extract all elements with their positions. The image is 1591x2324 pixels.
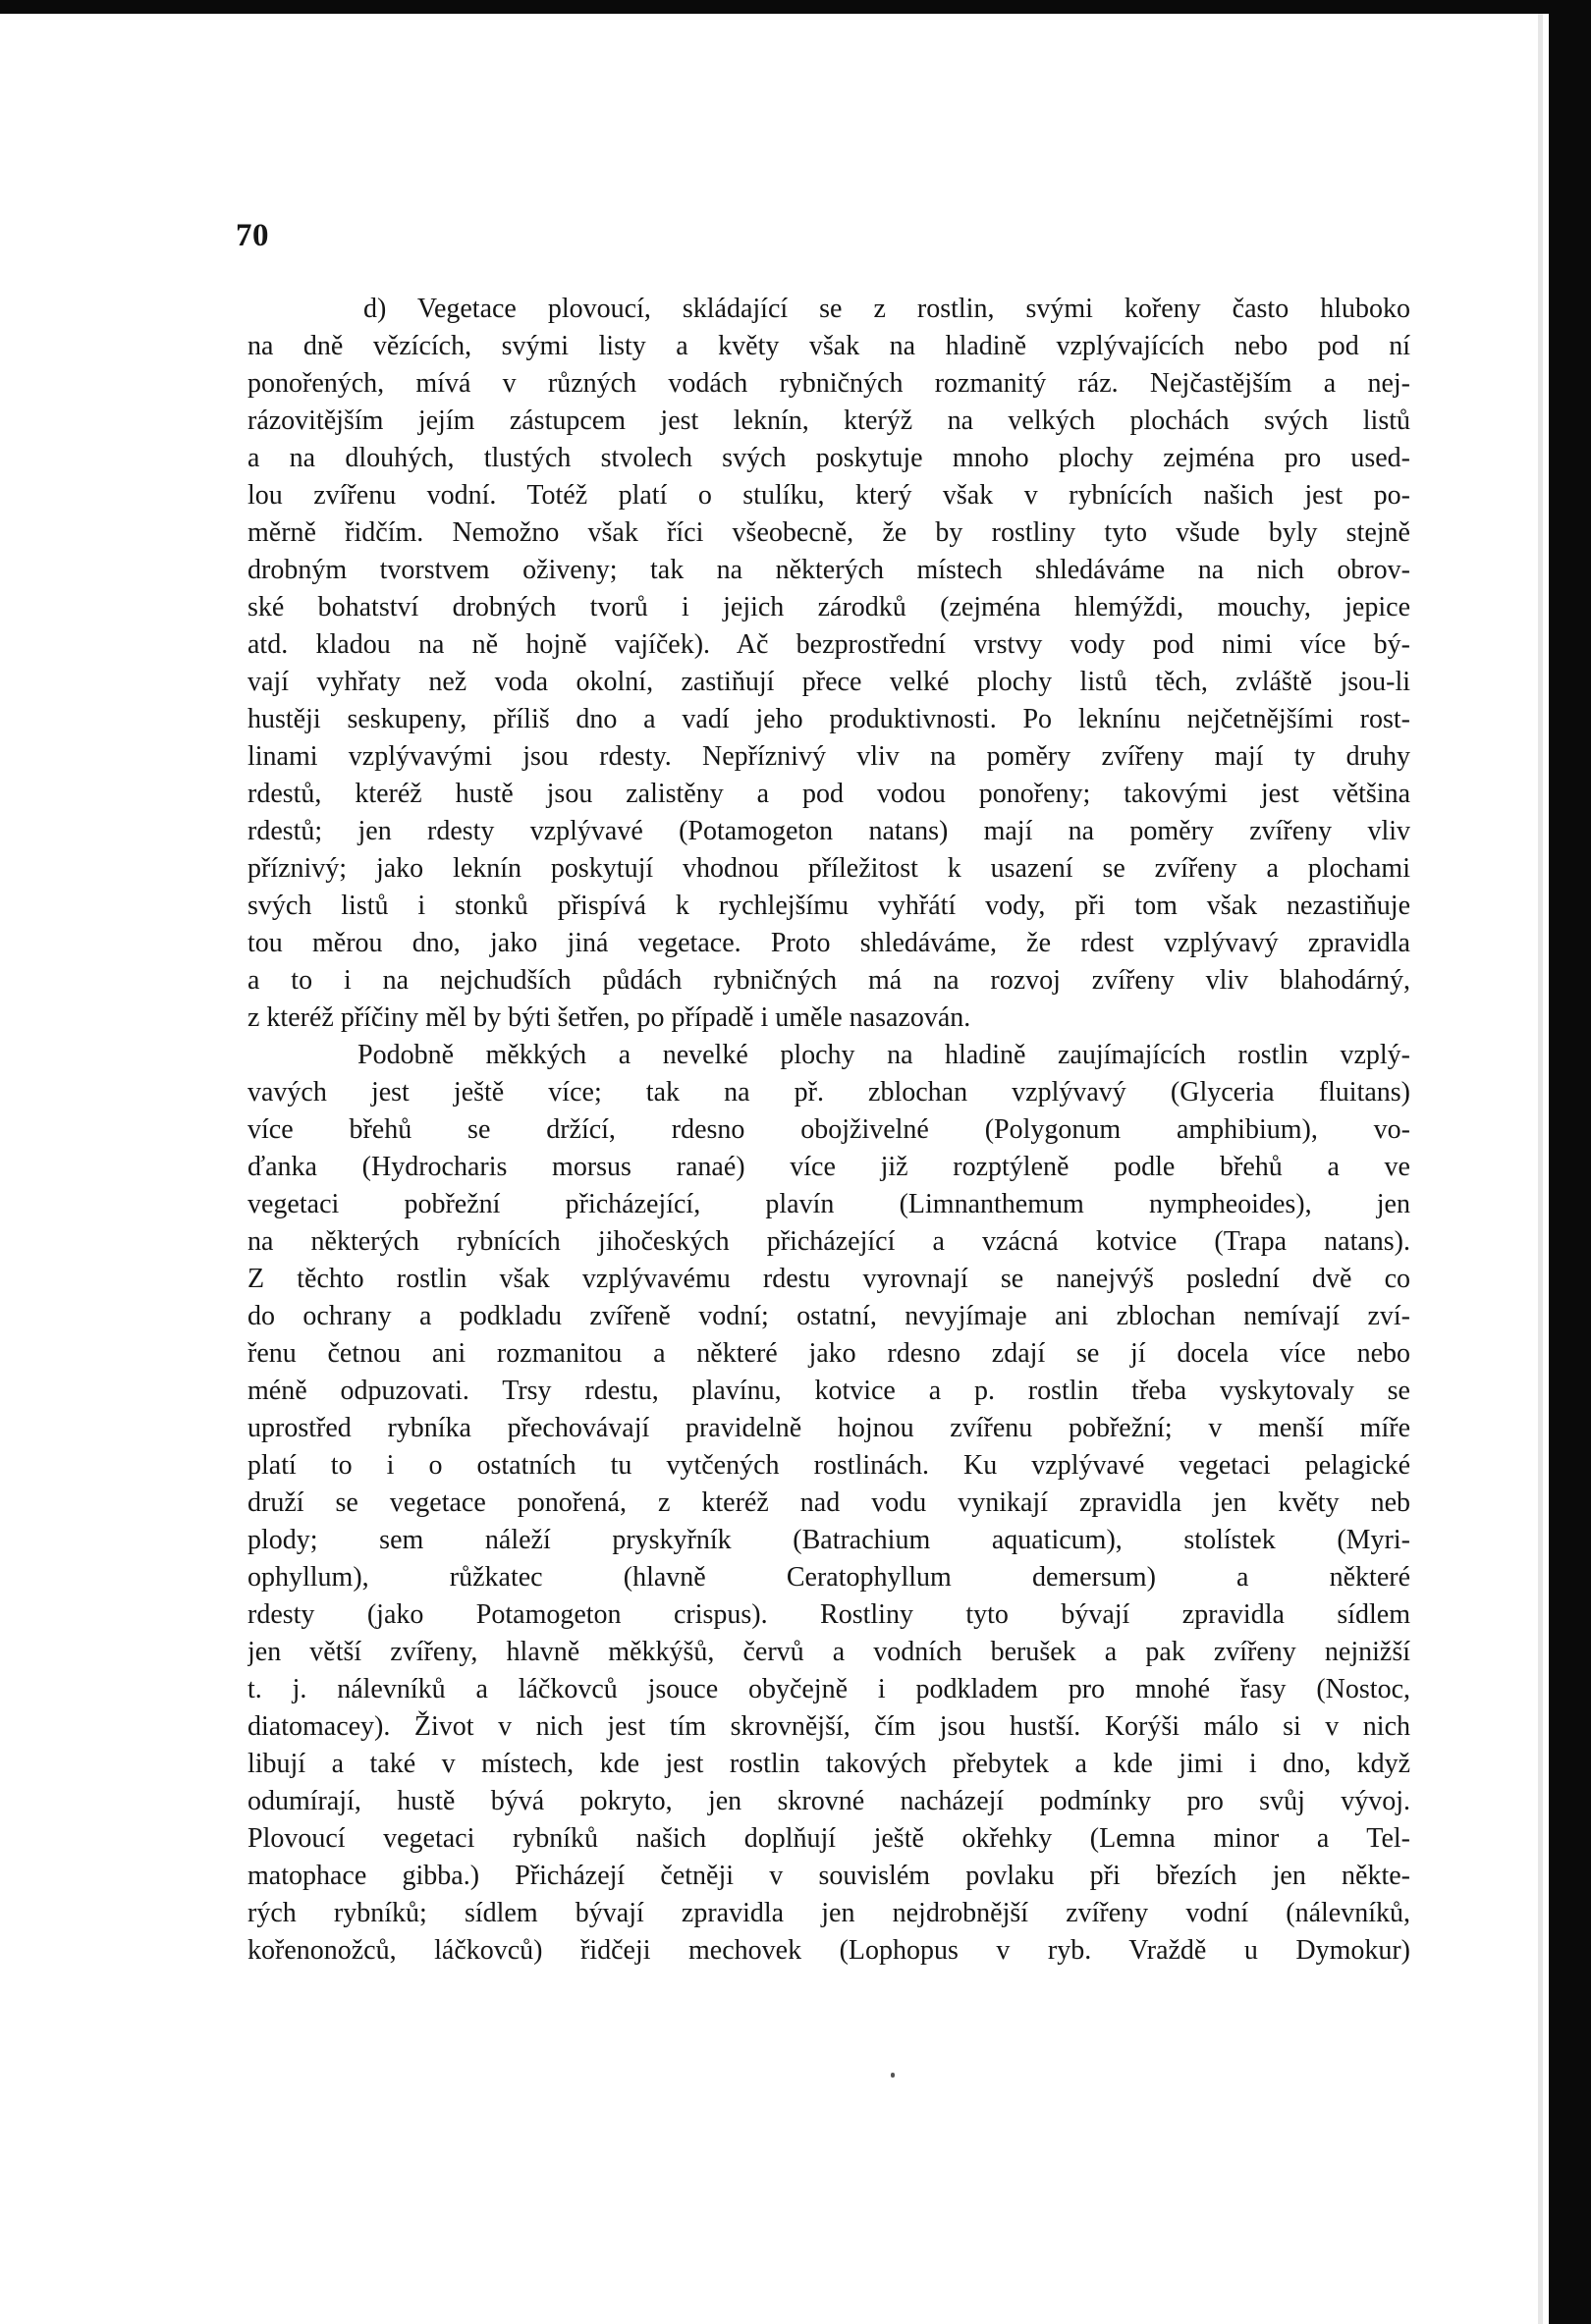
text-line: Z těchto rostlin však vzplývavému rdestu vyrovnají se nanejvýš poslední dvě co — [247, 1264, 1410, 1294]
text-line: odumírají, hustě bývá pokryto, jen skrovné nacházejí podmínky pro svůj vývoj. — [247, 1786, 1410, 1816]
scan-page-edge — [1538, 14, 1543, 2324]
text-line: kořenonožců, láčkovců) řidčeji mechovek (Lophopus v ryb. Vraždě u Dymokur) — [247, 1935, 1410, 1966]
text-line: rdestů, kteréž hustě jsou zalistěny a pod vodou ponořeny; takovými jest většina — [247, 779, 1410, 809]
text-line: vají vyhřaty než voda okolní, zastiňují přece velké plochy listů těch, zvláště jsou-li — [247, 667, 1410, 697]
text-line: z kteréž příčiny měl by býti šetřen, po případě i uměle nasazován. — [247, 1002, 971, 1033]
text-line: atd. kladou na ně hojně vajíček). Ač bezprostřední vrstvy vody pod nimi více bý- — [247, 629, 1410, 660]
text-line: ponořených, mívá v různých vodách rybničných rozmanitý ráz. Nejčastějším a nej- — [247, 368, 1410, 399]
text-line: linami vzplývavými jsou rdesty. Nepříznivý vliv na poměry zvířeny mají ty druhy — [247, 741, 1410, 772]
text-line: Plovoucí vegetaci rybníků našich doplňují ještě okřehky (Lemna minor a Tel- — [247, 1823, 1410, 1854]
text-line: ské bohatství drobných tvorů i jejich zárodků (zejména hlemýždi, mouchy, jepice — [247, 592, 1410, 622]
text-line: vavých jest ještě více; tak na př. zblochan vzplývavý (Glyceria fluitans) — [247, 1077, 1410, 1108]
text-line: rdestů; jen rdesty vzplývavé (Potamogeton natans) mají na poměry zvířeny vliv — [247, 816, 1410, 846]
text-line: méně odpuzovati. Trsy rdestu, plavínu, kotvice a p. rostlin třeba vyskytovaly se — [247, 1376, 1410, 1406]
text-line: na některých rybnících jihočeských přicházející a vzácná kotvice (Trapa natans). — [247, 1226, 1410, 1257]
text-line: rých rybníků; sídlem bývají zpravidla jen nejdrobnější zvířeny vodní (nálevníků, — [247, 1898, 1410, 1928]
scan-border-right — [1549, 0, 1591, 2324]
body-text — [247, 291, 1410, 1970]
text-line: t. j. nálevníků a láčkovců jsouce obyčejně i podkladem pro mnohé řasy (Nostoc, — [247, 1674, 1410, 1704]
text-line: řenu četnou ani rozmanitou a některé jako rdesno zdají se jí docela více nebo — [247, 1338, 1410, 1369]
text-line: libují a také v místech, kde jest rostlin takových přebytek a kde jimi i dno, když — [247, 1749, 1410, 1779]
scan-border-top — [0, 0, 1591, 14]
text-line: na dně vězících, svými listy a květy však na hladině vzplývajících nebo pod ní — [247, 331, 1410, 361]
text-line: příznivý; jako leknín poskytují vhodnou příležitost k usazení se zvířeny a plochami — [247, 853, 1410, 884]
text-line: Podobně měkkých a nevelké plochy na hladině zaujímajících rostlin vzplý- — [357, 1040, 1410, 1070]
scan-speck — [891, 2073, 895, 2078]
text-line: lou zvířenu vodní. Totéž platí o stulíku, který však v rybnících našich jest po- — [247, 480, 1410, 511]
text-line: platí to i o ostatních tu vytčených rostlinách. Ku vzplývavé vegetaci pelagické — [247, 1450, 1410, 1481]
text-line: uprostřed rybníka přechovávají pravidelně hojnou zvířenu pobřežní; v menší míře — [247, 1413, 1410, 1443]
text-line: d) Vegetace plovoucí, skládající se z rostlin, svými kořeny často hluboko — [363, 294, 1410, 324]
text-line: vegetaci pobřežní přicházející, plavín (Limnanthemum nympheoides), jen — [247, 1189, 1410, 1219]
text-line: rdesty (jako Potamogeton crispus). Rostliny tyto bývají zpravidla sídlem — [247, 1599, 1410, 1630]
text-line: více břehů se držící, rdesno obojživelné (Polygonum amphibium), vo- — [247, 1114, 1410, 1145]
text-line: tou měrou dno, jako jiná vegetace. Proto shledáváme, že rdest vzplývavý zpravidla — [247, 928, 1410, 958]
text-line: a na dlouhých, tlustých stvolech svých poskytuje mnoho plochy zejména pro used- — [247, 443, 1410, 473]
text-line: matophace gibba.) Přicházejí četněji v souvislém povlaku při březích jen někte- — [247, 1861, 1410, 1891]
text-line: ophyllum), růžkatec (hlavně Ceratophyllum demersum) a některé — [247, 1562, 1410, 1593]
text-line: a to i na nejchudších půdách rybničných má na rozvoj zvířeny vliv blahodárný, — [247, 965, 1410, 996]
text-line: hustěji seskupeny, příliš dno a vadí jeho produktivnosti. Po leknínu nejčetnějšími rost- — [247, 704, 1410, 734]
text-line: diatomacey). Život v nich jest tím skrovnější, čím jsou hustší. Korýši málo si v nich — [247, 1711, 1410, 1742]
text-line: svých listů i stonků přispívá k rychlejšímu vyhřátí vody, při tom však nezastiňuje — [247, 891, 1410, 921]
text-line: měrně řidčím. Nemožno však říci všeobecně, že by rostliny tyto všude byly stejně — [247, 517, 1410, 548]
text-line: jen větší zvířeny, hlavně měkkýšů, červů a vodních berušek a pak zvířeny nejnižší — [247, 1637, 1410, 1667]
text-line: do ochrany a podkladu zvířeně vodní; ostatní, nevyjímaje ani zblochan nemívají zví- — [247, 1301, 1410, 1331]
text-line: drobným tvorstvem oživeny; tak na některých místech shledáváme na nich obrov- — [247, 555, 1410, 585]
text-line: plody; sem náleží pryskyřník (Batrachium aquaticum), stolístek (Myri- — [247, 1525, 1410, 1555]
text-line: druží se vegetace ponořená, z kteréž nad vodu vynikají zpravidla jen květy neb — [247, 1487, 1410, 1518]
page-number: 70 — [236, 218, 269, 253]
text-line: rázovitějším jejím zástupcem jest leknín, kterýž na velkých plochách svých listů — [247, 405, 1410, 436]
text-line: ďanka (Hydrocharis morsus ranaé) více již rozptýleně podle břehů a ve — [247, 1152, 1410, 1182]
